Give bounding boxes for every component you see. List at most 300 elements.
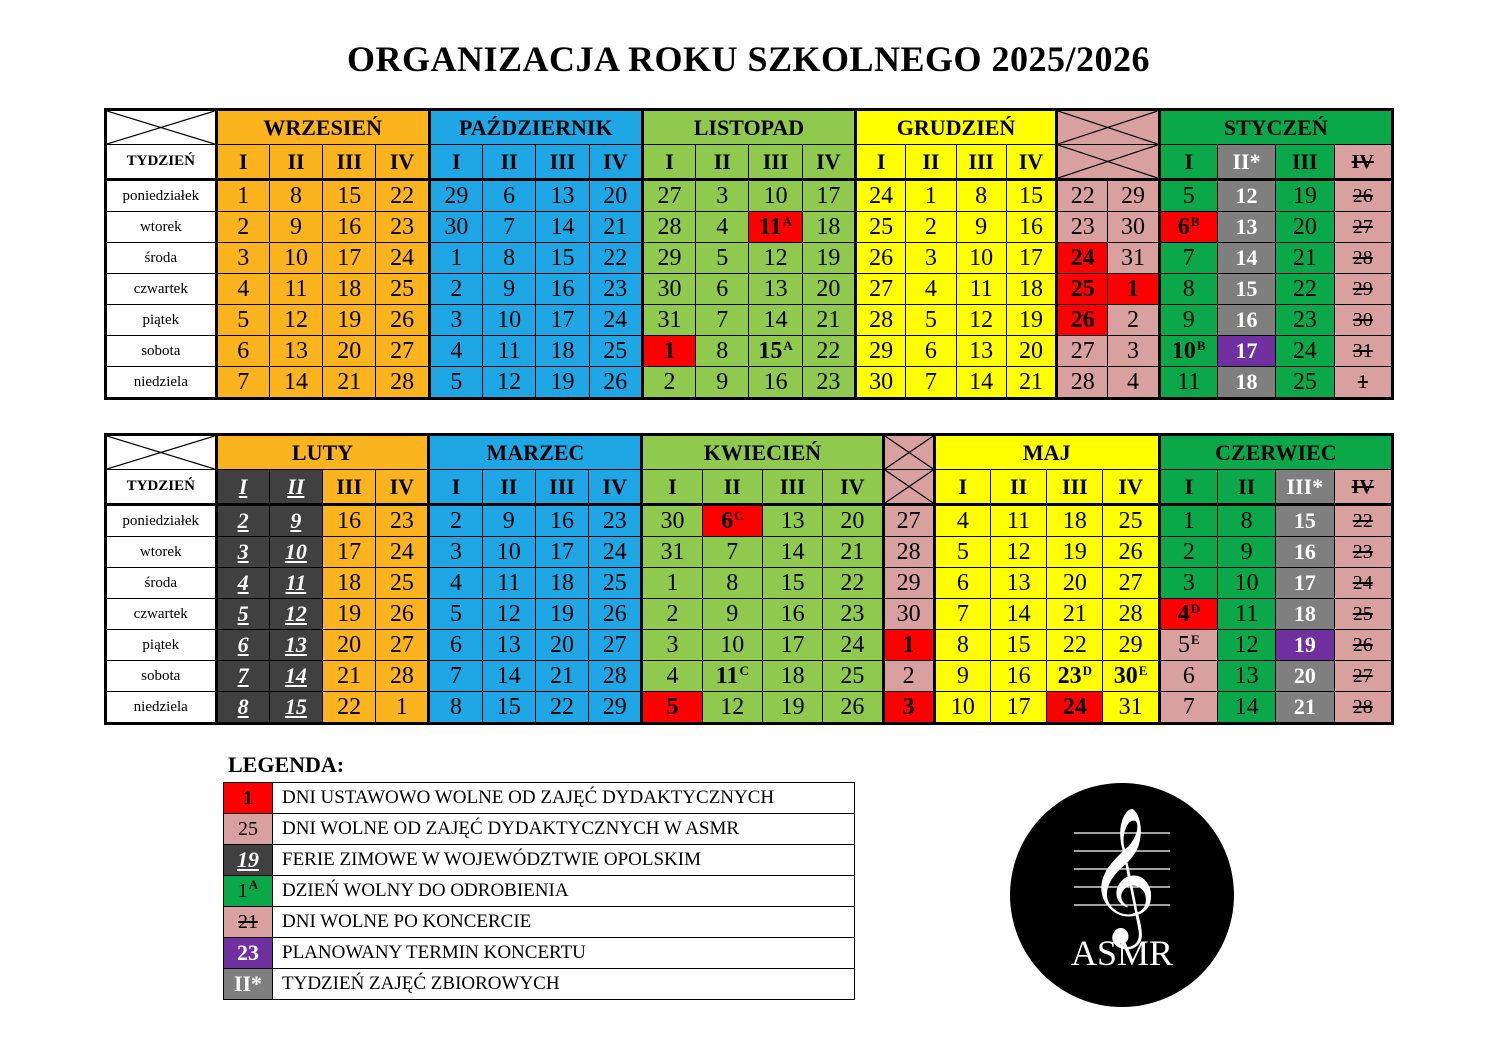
day-cell: 10 (749, 180, 802, 212)
day-cell: 14 (536, 212, 589, 243)
day-cell: 26 (1103, 537, 1159, 568)
day-cell: 5 (429, 367, 482, 399)
day-cell: 23 (1057, 212, 1108, 243)
day-cell: 21 (802, 305, 855, 336)
day-cell: 21 (823, 537, 883, 568)
day-cell: 9 (269, 212, 322, 243)
day-cell: 1 (1334, 367, 1393, 399)
day-cell: 10 (482, 537, 535, 568)
day-cell: 12 (482, 599, 535, 630)
day-cell: 10 (702, 630, 762, 661)
day-cell: 12 (483, 367, 536, 399)
day-cell: 19 (1006, 305, 1056, 336)
day-cell: 29 (1108, 180, 1159, 212)
day-cell: 21 (1047, 599, 1103, 630)
day-cell: $6^C$ (702, 505, 762, 537)
day-cell: 27 (883, 505, 934, 537)
day-cell: 13 (956, 336, 1006, 367)
day-cell: 7 (216, 367, 269, 399)
week-header-kwi-4: IV (823, 470, 883, 505)
day-cell: 26 (1057, 305, 1108, 336)
day-cell: 9 (934, 661, 990, 692)
day-cell: 20 (323, 336, 376, 367)
week-header-kwi-2: II (702, 470, 762, 505)
day-cell: 9 (483, 274, 536, 305)
day-cell: 17 (1276, 568, 1334, 599)
day-cell: 16 (749, 367, 802, 399)
day-cell: 18 (802, 212, 855, 243)
day-label: niedziela (106, 367, 217, 399)
day-cell: 14 (1218, 692, 1276, 724)
day-cell: $23^D$ (1047, 661, 1103, 692)
day-cell: 15 (482, 692, 535, 724)
day-cell: 20 (322, 630, 375, 661)
day-cell: 28 (1057, 367, 1108, 399)
day-cell: 25 (1334, 599, 1392, 630)
week-header-paz-1: I (429, 145, 482, 180)
legend-text: DNI USTAWOWO WOLNE OD ZAJĘĆ DYDAKTYCZNYCH (273, 783, 855, 814)
day-cell: 30 (1108, 212, 1159, 243)
day-cell: 13 (749, 274, 802, 305)
day-cell: 11 (269, 274, 322, 305)
day-cell: 16 (1217, 305, 1275, 336)
legend-text: FERIE ZIMOWE W WOJEWÓDZTWIE OPOLSKIM (273, 845, 855, 876)
day-cell: 4 (429, 336, 482, 367)
week-header-lut-4: IV (376, 470, 429, 505)
day-cell: 5 (216, 305, 269, 336)
legend-text: DZIEŃ WOLNY DO ODROBIENIA (273, 876, 855, 907)
legend-swatch: 19 (224, 845, 273, 876)
day-cell: 1 (1108, 274, 1159, 305)
day-marker: C (734, 508, 744, 523)
day-cell: 28 (1103, 599, 1159, 630)
day-cell: $10^B$ (1159, 336, 1217, 367)
legend-text: DNI WOLNE OD ZAJĘĆ DYDAKTYCZNYCH W ASMR (273, 814, 855, 845)
day-cell: $5^E$ (1159, 630, 1217, 661)
day-cell: 23 (1334, 537, 1392, 568)
day-cell: 5 (429, 599, 482, 630)
asmr-logo (1002, 775, 1242, 1015)
calendar-table-spring-summer (104, 433, 1394, 725)
day-cell: 29 (1103, 630, 1159, 661)
day-label: poniedziałek (106, 505, 217, 537)
day-cell: 7 (1159, 243, 1217, 274)
day-label: środa (106, 568, 217, 599)
day-cell: 17 (1006, 243, 1056, 274)
legend-swatch: II* (224, 969, 273, 1000)
day-cell: 1 (883, 630, 934, 661)
day-cell: 26 (589, 599, 642, 630)
week-header-maj-2: II (990, 470, 1046, 505)
day-cell: 4 (216, 274, 269, 305)
day-cell: 27 (589, 630, 642, 661)
day-cell: 15 (1217, 274, 1275, 305)
day-cell: 26 (376, 305, 429, 336)
day-cell: 3 (429, 537, 482, 568)
day-cell: 19 (323, 305, 376, 336)
week-header-kwi-3: III (762, 470, 822, 505)
day-cell: 26 (376, 599, 429, 630)
day-marker: E (1138, 663, 1148, 678)
day-cell: 27 (856, 274, 906, 305)
day-cell: 18 (323, 274, 376, 305)
legend-title: LEGENDA: (228, 752, 345, 777)
week-label: TYDZIEŃ (106, 145, 217, 180)
day-cell: 26 (589, 367, 642, 399)
day-cell: 5 (642, 692, 702, 724)
month-header-paz: PAŹDZIERNIK (429, 110, 642, 145)
day-cell: 29 (429, 180, 482, 212)
day-cell: 3 (696, 180, 749, 212)
day-cell: 21 (322, 661, 375, 692)
day-marker: D (1190, 601, 1201, 616)
day-marker: A (783, 338, 793, 353)
cross-icon (107, 436, 215, 469)
week-header-mar-1: I (429, 470, 482, 505)
day-cell: 21 (535, 661, 588, 692)
day-cell: 22 (1334, 505, 1392, 537)
day-marker: C (739, 663, 749, 678)
week-header-sty-1: I (1159, 145, 1217, 180)
legend-swatch: 1 (224, 783, 273, 814)
day-cell: 2 (906, 212, 956, 243)
day-cell: 18 (1047, 505, 1103, 537)
day-cell: 26 (823, 692, 883, 724)
day-cell: 2 (216, 212, 269, 243)
day-cell: 20 (1047, 568, 1103, 599)
day-cell: 15 (269, 692, 322, 724)
day-cell: 28 (856, 305, 906, 336)
week-header-mar-3: III (535, 470, 588, 505)
day-cell: 3 (642, 630, 702, 661)
day-cell: 8 (1159, 274, 1217, 305)
day-cell: 10 (483, 305, 536, 336)
month-header-break1 (1057, 110, 1160, 145)
day-cell: 11 (269, 568, 322, 599)
day-cell: 24 (376, 243, 429, 274)
day-cell: 27 (376, 630, 429, 661)
day-cell: 30 (429, 212, 482, 243)
day-cell: 24 (823, 630, 883, 661)
cross-icon (1058, 145, 1158, 178)
day-cell: 16 (990, 661, 1046, 692)
day-cell: 12 (956, 305, 1006, 336)
day-cell: 26 (856, 243, 906, 274)
day-cell: 4 (1108, 367, 1159, 399)
day-cell: 31 (642, 305, 695, 336)
day-cell: 2 (883, 661, 934, 692)
day-cell: 1 (642, 568, 702, 599)
day-cell: 9 (956, 212, 1006, 243)
week-header-gru-4: IV (1006, 145, 1056, 180)
day-marker: B (1190, 214, 1200, 229)
day-cell: 17 (802, 180, 855, 212)
week-header-lut-3: III (322, 470, 375, 505)
month-header-kwi: KWIECIEŃ (642, 435, 883, 470)
day-cell: 17 (990, 692, 1046, 724)
day-cell: 15 (323, 180, 376, 212)
day-cell: 20 (589, 180, 642, 212)
day-cell: 19 (535, 599, 588, 630)
day-cell: 17 (323, 243, 376, 274)
legend-swatch: $1^A$ (224, 876, 273, 907)
day-cell: $4^D$ (1159, 599, 1217, 630)
day-cell: 13 (482, 630, 535, 661)
day-cell: 24 (1047, 692, 1103, 724)
day-cell: 16 (536, 274, 589, 305)
week-header-wrz-2: II (269, 145, 322, 180)
day-cell: 3 (906, 243, 956, 274)
week-header-lis-3: III (749, 145, 802, 180)
day-cell: 22 (823, 568, 883, 599)
day-cell: 4 (934, 505, 990, 537)
day-cell: 23 (589, 274, 642, 305)
day-cell: 1 (906, 180, 956, 212)
day-cell: 21 (1006, 367, 1056, 399)
day-cell: 13 (269, 630, 322, 661)
day-cell: 16 (322, 505, 375, 537)
day-cell: 19 (536, 367, 589, 399)
legend-text: PLANOWANY TERMIN KONCERTU (273, 938, 855, 969)
day-cell: 19 (1276, 180, 1334, 212)
day-cell: 1 (642, 336, 695, 367)
day-label: czwartek (106, 599, 217, 630)
day-cell: 7 (1159, 692, 1217, 724)
day-cell: 17 (536, 305, 589, 336)
day-cell: 7 (906, 367, 956, 399)
day-cell: 11 (482, 568, 535, 599)
day-cell: 15 (1006, 180, 1056, 212)
day-cell: 29 (883, 568, 934, 599)
day-cell: 22 (589, 243, 642, 274)
day-marker: A (782, 214, 793, 229)
day-cell: 5 (934, 537, 990, 568)
day-cell: 20 (1276, 212, 1334, 243)
page-title: ORGANIZACJA ROKU SZKOLNEGO 2025/2026 (346, 39, 1151, 79)
day-cell: 12 (1218, 630, 1276, 661)
day-cell: 25 (589, 568, 642, 599)
day-cell: 22 (535, 692, 588, 724)
day-cell: 10 (269, 537, 322, 568)
day-cell: 4 (906, 274, 956, 305)
day-cell: 22 (1057, 180, 1108, 212)
day-cell: 19 (762, 692, 822, 724)
day-cell: 3 (216, 537, 269, 568)
day-cell: 21 (589, 212, 642, 243)
day-cell: 16 (323, 212, 376, 243)
day-cell: 9 (269, 505, 322, 537)
week-header-wrz-4: IV (376, 145, 429, 180)
week-header-mar-2: II (482, 470, 535, 505)
day-cell: 5 (696, 243, 749, 274)
day-cell: 10 (956, 243, 1006, 274)
day-cell: 25 (856, 212, 906, 243)
day-cell: 25 (1057, 274, 1108, 305)
day-cell: 7 (483, 212, 536, 243)
legend-swatch: 23 (224, 938, 273, 969)
day-cell: 14 (482, 661, 535, 692)
day-cell: 19 (1047, 537, 1103, 568)
day-cell: 6 (216, 336, 269, 367)
month-header-cze: CZERWIEC (1159, 435, 1392, 470)
day-cell: 22 (1276, 274, 1334, 305)
day-cell: 8 (934, 630, 990, 661)
day-cell: 13 (990, 568, 1046, 599)
day-cell: 8 (1218, 505, 1276, 537)
day-cell: 30 (883, 599, 934, 630)
week-header-sty-2: II* (1217, 145, 1275, 180)
week-header-cze-2: II (1218, 470, 1276, 505)
week-header-lis-4: IV (802, 145, 855, 180)
day-cell: 16 (535, 505, 588, 537)
day-cell: 7 (429, 661, 482, 692)
day-cell: 23 (376, 505, 429, 537)
day-cell: 1 (1159, 505, 1217, 537)
week-header-sty-3: III (1276, 145, 1334, 180)
day-cell: 8 (702, 568, 762, 599)
day-cell: 8 (269, 180, 322, 212)
day-cell: 12 (1217, 180, 1275, 212)
week-header-maj-1: I (934, 470, 990, 505)
week-label: TYDZIEŃ (106, 470, 217, 505)
day-cell: 17 (762, 630, 822, 661)
day-cell: 25 (1276, 367, 1334, 399)
day-cell: 6 (216, 630, 269, 661)
day-cell: 28 (589, 661, 642, 692)
day-cell: 8 (483, 243, 536, 274)
day-cell: 6 (483, 180, 536, 212)
week-header-gru-2: II (906, 145, 956, 180)
day-cell: 13 (1217, 212, 1275, 243)
day-cell: 25 (589, 336, 642, 367)
week-header-kwi-1: I (642, 470, 702, 505)
day-cell: 21 (1276, 243, 1334, 274)
day-cell: 16 (1006, 212, 1056, 243)
day-label: niedziela (106, 692, 217, 724)
week-header-wrz-1: I (216, 145, 269, 180)
day-label: sobota (106, 661, 217, 692)
week-header-cze-4: IV (1334, 470, 1392, 505)
day-cell: 19 (322, 599, 375, 630)
day-cell: 14 (749, 305, 802, 336)
legend-text: TYDZIEŃ ZAJĘĆ ZBIOROWYCH (273, 969, 855, 1000)
day-cell: 14 (956, 367, 1006, 399)
day-cell: 28 (376, 367, 429, 399)
day-cell: 7 (934, 599, 990, 630)
day-cell: 24 (1334, 568, 1392, 599)
day-cell: 2 (642, 367, 695, 399)
day-cell: 18 (1276, 599, 1334, 630)
legend-swatch: 25 (224, 814, 273, 845)
day-cell: 11 (1218, 599, 1276, 630)
week-header-break1 (1057, 145, 1160, 180)
week-header-paz-2: II (483, 145, 536, 180)
day-cell: 12 (269, 599, 322, 630)
day-cell: 2 (429, 274, 482, 305)
cross-icon (885, 470, 933, 503)
day-cell: 6 (696, 274, 749, 305)
day-cell: 19 (802, 243, 855, 274)
day-cell: 30 (856, 367, 906, 399)
week-header-gru-1: I (856, 145, 906, 180)
week-header-lis-2: II (696, 145, 749, 180)
day-label: czwartek (106, 274, 217, 305)
day-cell: 11 (990, 505, 1046, 537)
week-header-paz-3: III (536, 145, 589, 180)
week-header-sty-4: IV (1334, 145, 1393, 180)
day-cell: 3 (216, 243, 269, 274)
day-cell: 26 (1334, 180, 1393, 212)
day-cell: 7 (216, 661, 269, 692)
day-cell: 9 (1159, 305, 1217, 336)
day-cell: 12 (269, 305, 322, 336)
day-cell: 10 (269, 243, 322, 274)
day-cell: $15^A$ (749, 336, 802, 367)
day-cell: 2 (429, 505, 482, 537)
day-cell: 2 (1108, 305, 1159, 336)
week-header-lut-1: I (216, 470, 269, 505)
day-cell: 27 (1057, 336, 1108, 367)
legend-swatch: 21 (224, 907, 273, 938)
day-cell: 27 (1334, 212, 1393, 243)
day-cell: 3 (1108, 336, 1159, 367)
day-cell: 24 (1057, 243, 1108, 274)
day-cell: 6 (1159, 661, 1217, 692)
day-cell: 1 (429, 243, 482, 274)
month-header-lis: LISTOPAD (642, 110, 855, 145)
day-cell: $30^E$ (1103, 661, 1159, 692)
day-cell: 1 (216, 180, 269, 212)
week-header-lut-2: II (269, 470, 322, 505)
day-marker: E (1191, 632, 1200, 647)
day-cell: 25 (376, 568, 429, 599)
day-cell: 16 (1276, 537, 1334, 568)
day-cell: 22 (802, 336, 855, 367)
day-cell: 24 (589, 537, 642, 568)
day-cell: 6 (934, 568, 990, 599)
day-marker: B (1196, 338, 1206, 353)
day-cell: 14 (1217, 243, 1275, 274)
day-cell: 11 (956, 274, 1006, 305)
day-cell: 3 (1159, 568, 1217, 599)
day-cell: 20 (535, 630, 588, 661)
day-cell: 8 (429, 692, 482, 724)
day-cell: 6 (429, 630, 482, 661)
day-cell: 18 (535, 568, 588, 599)
day-cell: 16 (762, 599, 822, 630)
day-cell: 4 (429, 568, 482, 599)
month-header-gru: GRUDZIEŃ (856, 110, 1057, 145)
day-cell: 23 (589, 505, 642, 537)
day-cell: 20 (1276, 661, 1334, 692)
day-cell: 8 (956, 180, 1006, 212)
week-header-cze-3: III* (1276, 470, 1334, 505)
day-cell: 29 (856, 336, 906, 367)
logo-text: ASMR (1070, 933, 1174, 973)
day-cell: 21 (323, 367, 376, 399)
day-cell: 2 (642, 599, 702, 630)
day-cell: 5 (906, 305, 956, 336)
day-cell: 24 (1276, 336, 1334, 367)
day-cell: 7 (696, 305, 749, 336)
day-cell: 27 (1334, 661, 1392, 692)
week-header-maj-3: III (1047, 470, 1103, 505)
day-cell: 27 (376, 336, 429, 367)
day-cell: $11^C$ (702, 661, 762, 692)
day-cell: 10 (934, 692, 990, 724)
day-cell: 14 (990, 599, 1046, 630)
day-marker: D (1082, 663, 1093, 678)
